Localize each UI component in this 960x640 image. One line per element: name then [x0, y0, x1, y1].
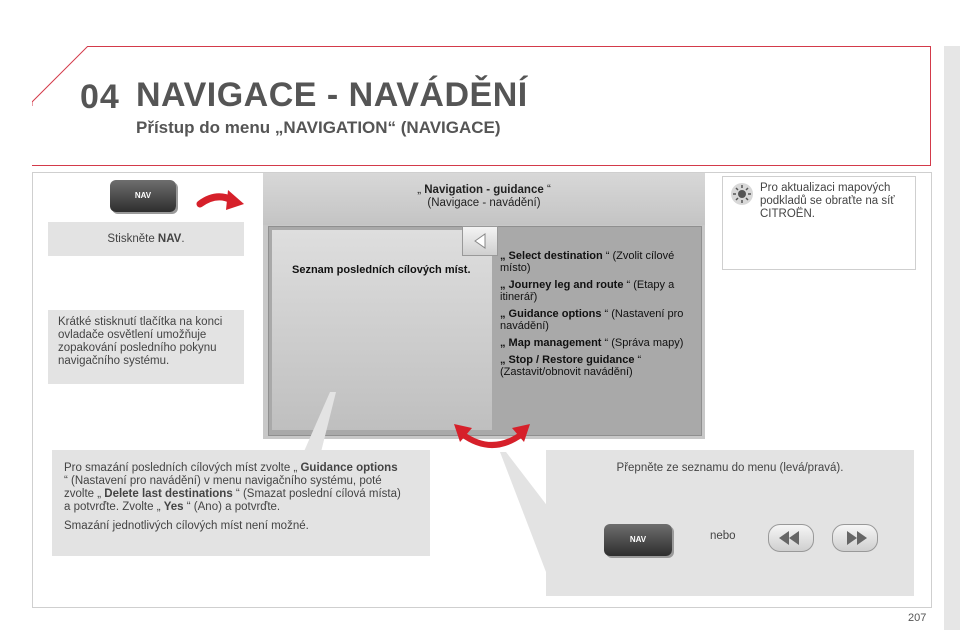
sun-icon [730, 182, 754, 206]
callout-pointer-left [290, 392, 340, 456]
page-title: NAVIGACE - NAVÁDĚNÍ [136, 76, 528, 114]
or-label: nebo [710, 530, 736, 542]
page-number: 207 [908, 612, 927, 624]
menu-item-guidance-options[interactable]: „ Guidance options “ (Nastavení pro navádění) [500, 308, 684, 332]
triangle-left-icon [463, 227, 497, 255]
page-subtitle: Přístup do menu „NAVIGATION“ (NAVIGACE) [136, 118, 501, 137]
fast-forward-icon [833, 525, 877, 551]
destination-list-title: Seznam posledních cílových míst. [292, 264, 471, 276]
screen-heading: „ Navigation - guidance “ (Navigace - navádění) [417, 184, 551, 209]
switch-list-menu-note: Přepněte ze seznamu do menu (levá/pravá). NAV nebo [546, 450, 914, 596]
fast-forward-button [832, 524, 878, 552]
switch-arrows-icon [452, 414, 532, 454]
menu-item-journey-leg[interactable]: „ Journey leg and route “ (Etapy a itinerář) [500, 279, 675, 303]
menu-item-map-management[interactable]: „ Map management “ (Správa mapy) [500, 337, 684, 349]
short-press-note: Krátké stisknutí tlačítka na konci ovladače osvětlení umožňuje zopakování posledního pokynu navigačního systému. [48, 310, 244, 384]
red-arrow-icon [196, 186, 246, 222]
rewind-icon [769, 525, 813, 551]
back-button[interactable] [462, 226, 498, 256]
menu-item-select-destination[interactable]: „ Select destination “ (Zvolit cílové místo) [500, 250, 675, 274]
callout-pointer-right [500, 452, 552, 572]
navigation-menu [500, 250, 700, 430]
menu-item-stop-restore[interactable]: „ Stop / Restore guidance “ (Zastavit/obnovit navádění) [500, 354, 642, 378]
delete-destinations-note: Pro smazání posledních cílových míst zvolte „ Guidance options “ (Nastavení pro navádění) v menu navigačního systému, poté zvolte „ Delete last destinations “ (Smazat poslední cílová místa) a potvrďte. Zvolte „ Yes “ (Ano) a potvrďte. Smazání jednotlivých cílových míst není možné. [52, 450, 430, 556]
nav-button-image: NAV [110, 180, 176, 212]
right-margin-bar [944, 46, 960, 630]
nav-button-image-2: NAV [604, 524, 672, 556]
chapter-number: 04 [80, 78, 120, 116]
press-nav-note: Stiskněte NAV. [48, 222, 244, 256]
info-text: Pro aktualizaci mapových podkladů se obraťte na síť CITROËN. [760, 182, 895, 220]
rewind-button [768, 524, 814, 552]
